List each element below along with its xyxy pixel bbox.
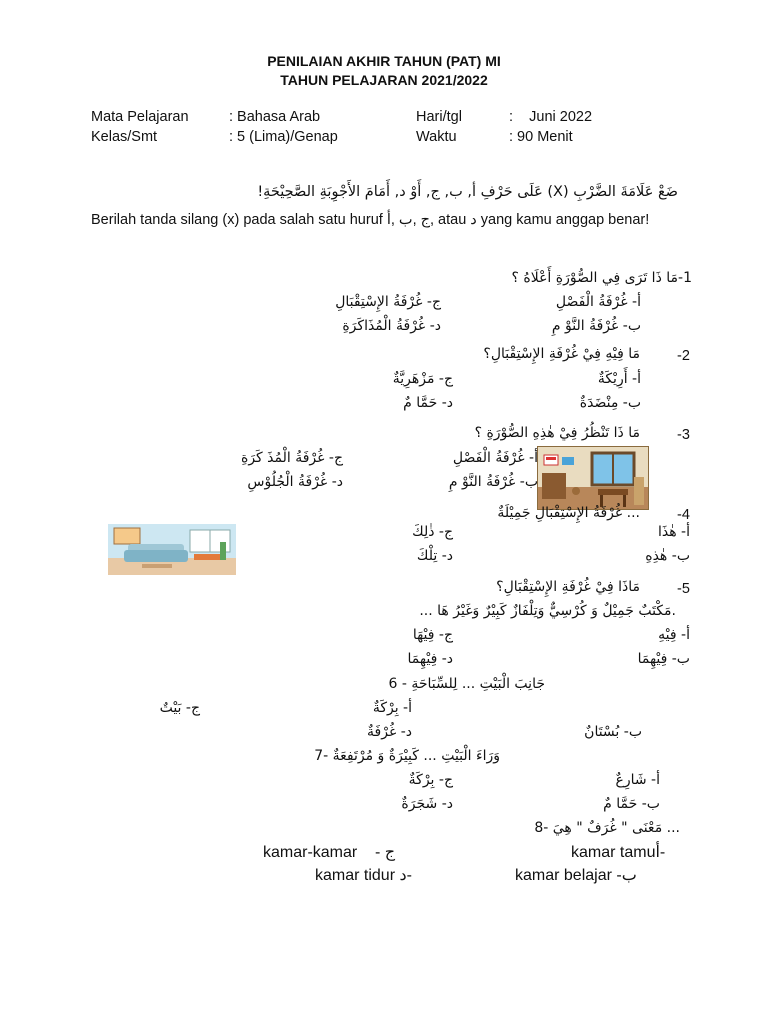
time-value: : 90 Menit xyxy=(509,129,573,145)
q6-option-c: ج- بَيْتٌ xyxy=(159,700,200,716)
day-label: Hari/tgl xyxy=(416,109,462,125)
q2-option-b: ب- مِنْضَدَةٌ xyxy=(579,395,641,411)
living-room-image xyxy=(108,524,236,575)
time-label: Waktu xyxy=(416,129,457,145)
q6-option-b: ب- بُسْتَانٌ xyxy=(584,724,642,740)
q4-option-d: د- تِلْكَ xyxy=(416,548,453,564)
q6-option-a: أ- بِرْكَةٌ xyxy=(372,700,412,716)
q2-option-a: أ- أَرِيْكَةٌ xyxy=(597,371,641,387)
q3-option-a: أ- غُرْفَةُ الْفَصْلِ xyxy=(452,450,538,466)
q6-stem: جَانِبَ الْبَيْتِ ... لِلسِّبَاحَةِ - 6 xyxy=(388,676,545,692)
class-value: : 5 (Lima)/Genap xyxy=(229,129,338,145)
q1-option-a: أ- غُرْفَةُ الْفَصْلِ xyxy=(555,294,641,310)
q8-option-d: kamar tidur د- xyxy=(315,867,412,884)
subject-label: Mata Pelajaran xyxy=(91,109,189,125)
q3-option-d: د- غُرْفَةُ الْجُلُوْسِ xyxy=(247,474,343,490)
q7-option-a: أ- شَارِعٌ xyxy=(615,772,660,788)
q3-stem: مَا ذَا تَنْظُرُ فِيْ هٰذِهِ الصُّوْرَةِ ؟ xyxy=(474,425,640,441)
q3-option-b: ب- غُرْفَةُ النَّوْ مِ xyxy=(448,474,538,490)
q7-stem: وَرَاءَ الْبَيْتِ ... كَبِيْرَةٌ وَ مُرْتَفِعَةٌ -7 xyxy=(314,748,500,764)
class-label: Kelas/Smt xyxy=(91,129,158,145)
q5-number: -5 xyxy=(677,581,690,597)
q5-option-c: ج- فِيْهَا xyxy=(412,627,453,643)
q2-option-d: د- حَمَّا مٌ xyxy=(403,395,453,411)
day-value: : Juni 2022 xyxy=(509,109,593,125)
q6-option-d: د- غُرْفَةٌ xyxy=(367,724,412,740)
q4-number: -4 xyxy=(677,507,690,523)
instruction-arabic: ضَعْ عَلَامَةَ الضَّرْبِ (X) عَلَى حَرْفِ أ, ب, ج, أَوْ د, أَمَامَ الأَجْوِبَةِ الصَّحِيْحَةِ! xyxy=(257,184,678,200)
q3-number: -3 xyxy=(677,427,690,443)
exam-title-line2: TAHUN PELAJARAN 2021/2022 xyxy=(280,72,488,88)
q3-option-c: ج- غُرْفَةُ الْمُذَ كَرَةِ xyxy=(240,450,343,466)
subject-value: : Bahasa Arab xyxy=(229,109,321,125)
q5-option-a: أ- فِيْهِ xyxy=(658,627,690,643)
q5-stem: مَاذَا فِيْ غُرْفَةِ الإِسْتِقْبَالِ؟ xyxy=(496,579,640,595)
q2-option-c: ج- مَزْهَرِيَّةٌ xyxy=(392,371,453,387)
q4-stem: ... غُرْفَةُ الإِسْتِقْبَالِ جَمِيْلَةٌ xyxy=(497,505,640,521)
q1-option-c: ج- غُرْفَةُ الإِسْتِقْبَالِ xyxy=(335,294,441,310)
q4-option-b: ب- هٰذِهِ xyxy=(645,548,690,564)
q8-option-a: kamar tamuأ- xyxy=(571,844,666,861)
q7-option-b: ب- حَمَّا مٌ xyxy=(603,796,660,812)
q5-stem-continued: .مَكْتَبٌ جَمِيْلٌ وَ كُرْسِيٌّ وَتِلْفَازٌ كَبِيْرٌ وَغَيْرُ هَا ... xyxy=(419,603,676,619)
q4-option-a: أ- هٰذَا xyxy=(657,524,690,540)
q8-option-c: kamar-kamar - ج xyxy=(263,844,396,861)
q1-option-d: د- غُرْفَةُ الْمُذَاكَرَةِ xyxy=(342,318,441,334)
q7-option-c: ج- بِرْكَةٌ xyxy=(408,772,453,788)
q8-option-b: kamar belajar -ب xyxy=(515,867,637,884)
instruction-latin: Berilah tanda silang (x) pada salah satu huruf ج ,ب ,أ, atau د yang kamu anggap benar! xyxy=(91,212,650,228)
exam-title-line1: PENILAIAN AKHIR TAHUN (PAT) MI xyxy=(267,53,501,69)
q2-number: -2 xyxy=(677,348,690,364)
q5-option-b: ب- فِيْهِمَا xyxy=(637,651,690,667)
q8-stem: ... مَعْنَى " غُرَفٌ " هِيَ -8 xyxy=(534,820,680,836)
q1-stem: 1-مَا ذَا تَرَى فِي الصُّوْرَةِ أَعْلَاهُ ؟ xyxy=(511,270,692,286)
q5-option-d: د- فِيْهِمَا xyxy=(407,651,453,667)
classroom-image xyxy=(537,446,649,510)
q4-option-c: ج- ذٰلِكَ xyxy=(412,524,453,540)
q7-option-d: د- شَجَرَةٌ xyxy=(401,796,453,812)
q2-stem: مَا فِيْهِ فِيْ غُرْفَةِ الإِسْتِقْبَالِ؟ xyxy=(483,346,640,362)
q1-option-b: ب- غُرْفَةُ النَّوْ مِ xyxy=(551,318,641,334)
